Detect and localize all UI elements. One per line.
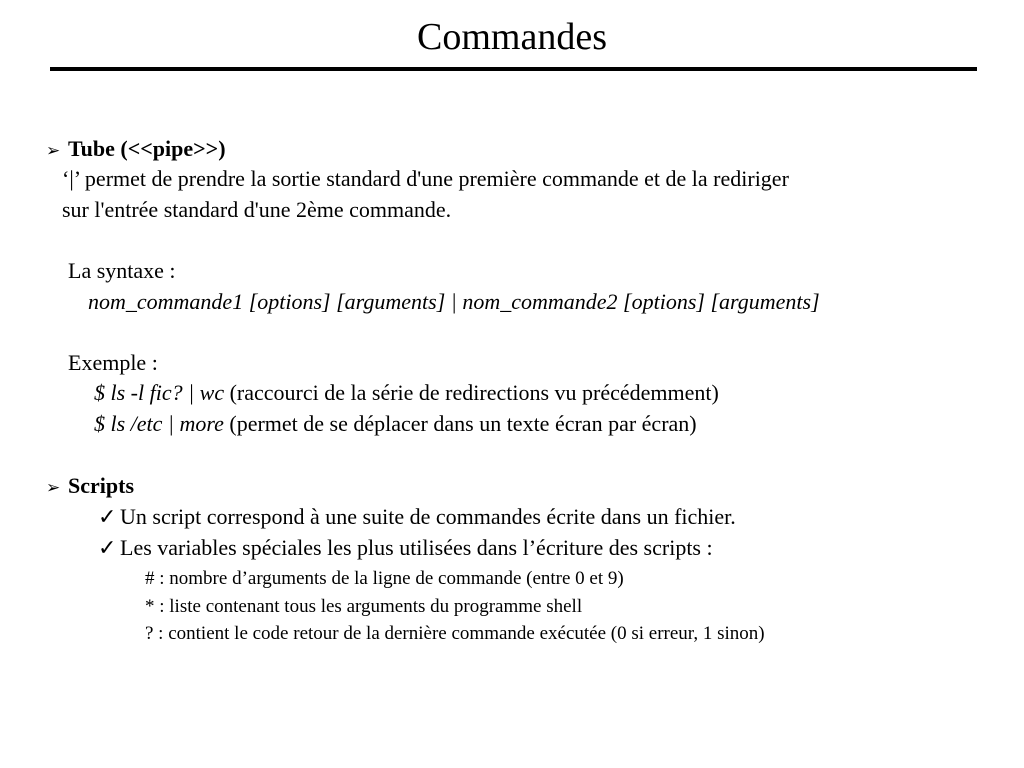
checkmark-icon: ✓ — [98, 504, 117, 529]
scripts-heading: Scripts — [68, 473, 134, 498]
example-line — [94, 378, 719, 408]
variable-item: ? : contient le code retour de la dernière commande exécutée (0 si erreur, 1 sinon) — [145, 623, 765, 644]
tube-description-line-1: ‘|’ permet de prendre la sortie standard d'une première commande et de la rediriger — [62, 166, 789, 191]
script-item-text: Les variables spéciales les plus utilisées dans l’écriture des scripts : — [120, 535, 713, 560]
arrow-bullet-icon: ➢ — [46, 478, 61, 497]
tube-heading-line — [46, 134, 226, 166]
example-description: (permet de se déplacer dans un texte écran par écran) — [223, 411, 697, 436]
script-list-item — [98, 533, 713, 563]
title-divider — [50, 67, 977, 71]
tube-heading: Tube (<<pipe>>) — [68, 136, 226, 161]
example-command: $ ls /etc | more — [94, 411, 224, 436]
script-list-item — [98, 502, 736, 532]
checkmark-icon: ✓ — [98, 535, 117, 560]
syntax-label: La syntaxe : — [68, 258, 176, 283]
variable-item: * : liste contenant tous les arguments du programme shell — [145, 596, 583, 617]
example-label: Exemple : — [68, 350, 158, 375]
syntax-command: nom_commande1 [options] [arguments] | nom_commande2 [options] [arguments] — [88, 289, 820, 314]
example-description: (raccourci de la série de redirections vu précédemment) — [224, 380, 719, 405]
scripts-heading-line — [46, 471, 134, 503]
example-line — [94, 409, 697, 439]
example-command: $ ls -l fic? | wc — [94, 380, 225, 405]
tube-description-line-2: sur l'entrée standard d'une 2ème commande. — [62, 197, 452, 222]
script-item-text: Un script correspond à une suite de commandes écrite dans un fichier. — [120, 504, 736, 529]
arrow-bullet-icon: ➢ — [46, 141, 61, 160]
variable-item: # : nombre d’arguments de la ligne de commande (entre 0 et 9) — [145, 568, 624, 589]
page-title: Commandes — [417, 16, 607, 58]
syntax-text — [88, 287, 820, 317]
